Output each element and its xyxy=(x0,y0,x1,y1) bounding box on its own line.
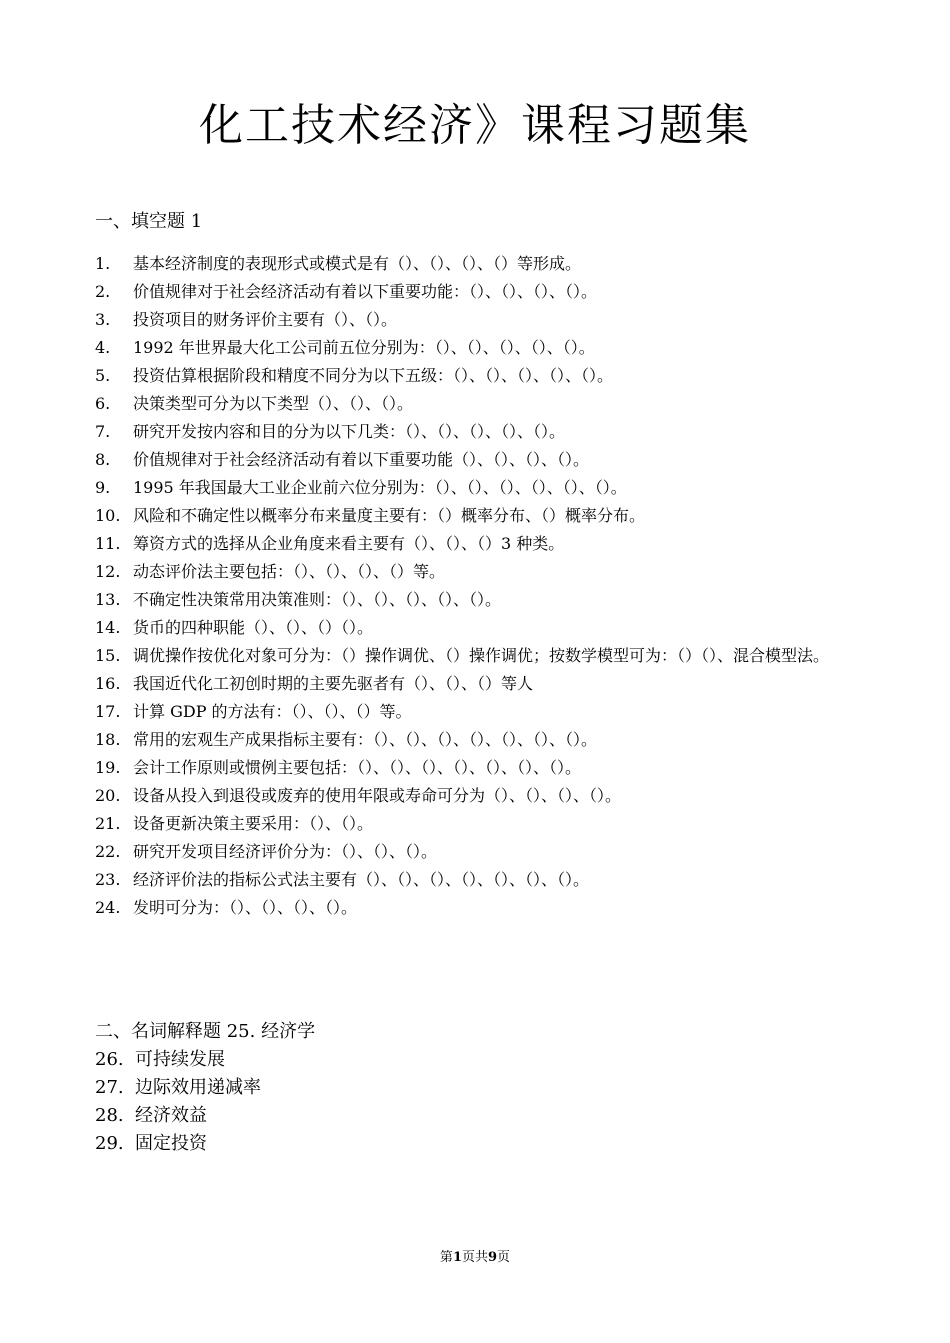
question-item xyxy=(95,390,865,418)
question-item xyxy=(95,474,865,502)
section-heading-terms: 二、名词解释题 25. 经济学 xyxy=(95,1021,316,1042)
question-item xyxy=(95,334,865,362)
question-item xyxy=(95,810,865,838)
question-text: 风险和不确定性以概率分布来量度主要有：（）概率分布、（）概率分布。 xyxy=(133,506,646,525)
question-number: 9. xyxy=(95,478,111,497)
question-text: 我国近代化工初创时期的主要先驱者有（）、（）、（）等人 xyxy=(133,674,534,693)
fill-in-question-list xyxy=(95,250,865,922)
question-item xyxy=(95,502,865,530)
question-text: 1992 年世界最大化工公司前五位分别为：（）、（）、（）、（）、（）。 xyxy=(133,338,595,357)
question-number: 11. xyxy=(95,534,121,553)
question-number: 8. xyxy=(95,450,111,469)
question-item xyxy=(95,418,865,446)
question-number: 7. xyxy=(95,422,111,441)
question-text: 设备从投入到退役或废弃的使用年限或寿命可分为（）、（）、（）、（）。 xyxy=(133,786,622,805)
term-text: 经济效益 xyxy=(135,1105,207,1126)
page-footer xyxy=(0,1249,950,1267)
footer-middle: 页共 xyxy=(461,1250,488,1265)
question-number: 3. xyxy=(95,310,111,329)
question-text: 基本经济制度的表现形式或模式是有（）、（）、（）、（）等形成。 xyxy=(133,254,582,273)
question-text: 价值规律对于社会经济活动有着以下重要功能：（）、（）、（）、（）。 xyxy=(133,282,598,301)
question-text: 1995 年我国最大工业企业前六位分别为：（）、（）、（）、（）、（）、（）。 xyxy=(133,478,627,497)
question-text: 筹资方式的选择从企业角度来看主要有（）、（）、（）3 种类。 xyxy=(133,534,565,553)
question-item xyxy=(95,782,865,810)
question-item xyxy=(95,726,865,754)
footer-page-number: 1 xyxy=(452,1250,462,1265)
question-text: 经济评价法的指标公式法主要有（）、（）、（）、（）、（）、（）、（）。 xyxy=(133,870,590,889)
question-text: 动态评价法主要包括：（）、（）、（）、（）等。 xyxy=(133,562,446,581)
question-text: 会计工作原则或惯例主要包括：（）、（）、（）、（）、（）、（）、（）。 xyxy=(133,758,582,777)
term-number: 26. xyxy=(95,1049,124,1070)
question-number: 17. xyxy=(95,702,121,721)
question-text: 研究开发按内容和目的分为以下几类：（）、（）、（）、（）、（）。 xyxy=(133,422,566,441)
term-text: 固定投资 xyxy=(135,1133,207,1154)
question-text: 不确定性决策常用决策准则：（）、（）、（）、（）、（）。 xyxy=(133,590,502,609)
question-item xyxy=(95,306,865,334)
question-text: 发明可分为：（）、（）、（）、（）。 xyxy=(133,898,358,917)
question-number: 15. xyxy=(95,646,121,665)
question-number: 20. xyxy=(95,786,121,805)
question-number: 14. xyxy=(95,618,121,637)
question-number: 6. xyxy=(95,394,111,413)
question-number: 21. xyxy=(95,814,121,833)
question-number: 2. xyxy=(95,282,111,301)
question-number: 18. xyxy=(95,730,121,749)
question-text: 计算 GDP 的方法有：（）、（）、（）等。 xyxy=(133,702,412,721)
term-item xyxy=(95,1102,261,1130)
question-text: 价值规律对于社会经济活动有着以下重要功能（）、（）、（）、（）。 xyxy=(133,450,590,469)
section-heading-fill-in: 一、填空题 1 xyxy=(95,211,203,232)
question-number: 24. xyxy=(95,898,121,917)
question-item xyxy=(95,642,865,670)
term-number: 29. xyxy=(95,1133,124,1154)
question-text: 货币的四种职能（）、（）、（）（）。 xyxy=(133,618,374,637)
question-number: 19. xyxy=(95,758,121,777)
question-item xyxy=(95,894,865,922)
question-text: 投资估算根据阶段和精度不同分为以下五级：（）、（）、（）、（）、（）。 xyxy=(133,366,614,385)
question-number: 4. xyxy=(95,338,111,357)
question-number: 1. xyxy=(95,254,111,273)
question-text: 决策类型可分为以下类型（）、（）、（）。 xyxy=(133,394,414,413)
question-number: 10. xyxy=(95,506,121,525)
question-number: 23. xyxy=(95,870,121,889)
question-text: 研究开发项目经济评价分为：（）、（）、（）。 xyxy=(133,842,438,861)
question-item xyxy=(95,866,865,894)
question-number: 16. xyxy=(95,674,121,693)
question-number: 12. xyxy=(95,562,121,581)
term-list xyxy=(95,1046,261,1158)
question-item xyxy=(95,530,865,558)
footer-prefix: 第 xyxy=(439,1250,453,1265)
question-item xyxy=(95,558,865,586)
question-item xyxy=(95,278,865,306)
footer-suffix: 页 xyxy=(497,1250,511,1265)
question-item xyxy=(95,670,865,698)
question-item xyxy=(95,586,865,614)
question-number: 22. xyxy=(95,842,121,861)
question-text: 投资项目的财务评价主要有（）、（）。 xyxy=(133,310,398,329)
question-number: 5. xyxy=(95,366,111,385)
term-item xyxy=(95,1074,261,1102)
term-number: 27. xyxy=(95,1077,124,1098)
term-text: 可持续发展 xyxy=(135,1049,225,1070)
question-item xyxy=(95,754,865,782)
term-item xyxy=(95,1130,261,1158)
question-item xyxy=(95,698,865,726)
question-item xyxy=(95,838,865,866)
question-item xyxy=(95,250,865,278)
question-item xyxy=(95,446,865,474)
term-item xyxy=(95,1046,261,1074)
question-text: 常用的宏观生产成果指标主要有：（）、（）、（）、（）、（）、（）、（）。 xyxy=(133,730,598,749)
question-text: 设备更新决策主要采用：（）、（）。 xyxy=(133,814,374,833)
term-number: 28. xyxy=(95,1105,124,1126)
document-title: 化工技术经济》课程习题集 xyxy=(199,100,751,151)
question-item xyxy=(95,614,865,642)
question-text: 调优操作按优化对象可分为：（）操作调优、（）操作调优；按数学模型可为：（）（）、混合模型法。 xyxy=(133,646,830,665)
footer-total-pages: 9 xyxy=(488,1250,498,1265)
question-number: 13. xyxy=(95,590,121,609)
term-text: 边际效用递减率 xyxy=(135,1077,261,1098)
question-item xyxy=(95,362,865,390)
